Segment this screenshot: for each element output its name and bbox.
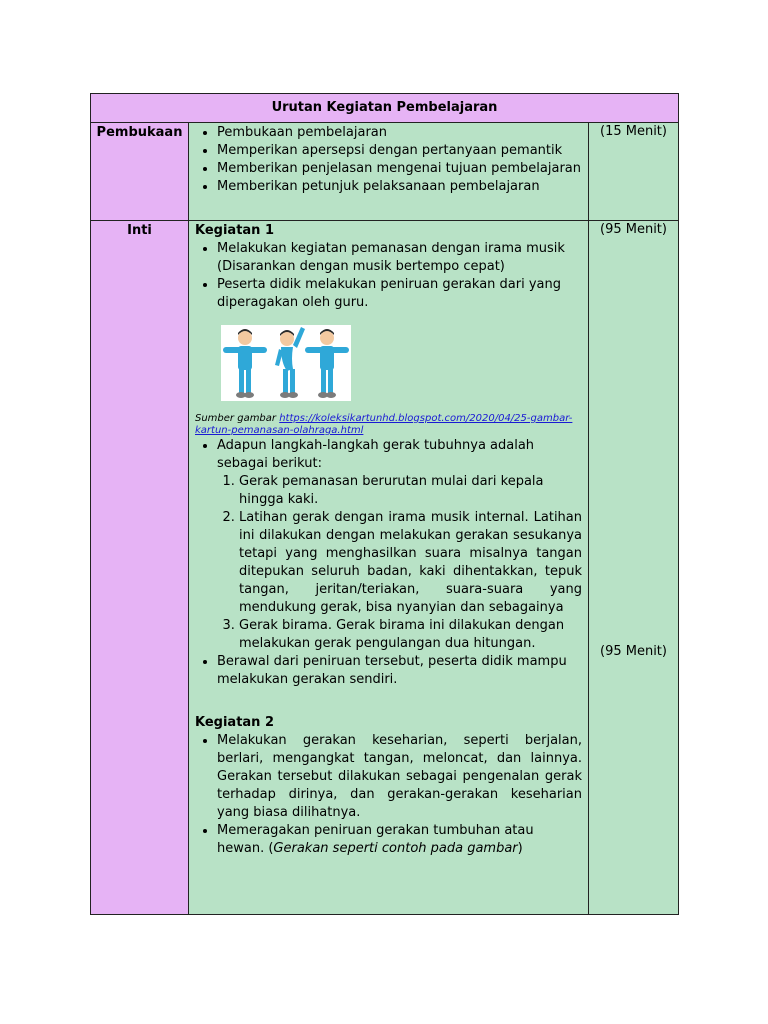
image-source [195,413,582,437]
activity-1-steps-list [195,437,582,689]
step-item: 2. Latihan gerak dengan irama musik internal. Latihan ini dilakukan dengan melakukan gerakan sesukanya tetapi yang menghasilkan suara misalnya tangan ditepukan seluruh badan, kaki dihentakkan, tepuk tangan, jeritan/teriakan, suara-suara yang mendukung gerak, bisa nyanyian dan sebagainya [239,509,582,617]
activity-1-list [195,240,582,312]
table-title: Urutan Kegiatan Pembelajaran [91,94,679,123]
list-item: • Melakukan kegiatan pemanasan dengan irama musik (Disarankan dengan musik bertempo cepat) [217,240,582,276]
activity-2-list [195,732,582,858]
source-label: Sumber gambar [195,413,277,424]
lesson-sequence-table [90,93,679,915]
source-link[interactable]: https://koleksikartunhd.blogspot.com/2020/04/25-gambar-kartun-pemanasan-olahraga.html [195,413,573,436]
list-item: • Memberikan penjelasan mengenai tujuan pembelajaran [217,160,582,178]
item-italic-text: Gerakan seperti contoh pada gambar [273,841,518,856]
table-row-opening [91,123,679,221]
list-item: • Memperikan apersepsi dengan pertanyaan pemantik [217,142,582,160]
time-core-1: (95 Menit) [600,222,667,237]
time-core [589,221,679,915]
opening-list [195,124,582,196]
list-item: • Peserta didik melakukan peniruan gerakan dari yang diperagakan oleh guru. [217,276,582,312]
step-item: 3. Gerak birama. Gerak birama ini dilakukan dengan melakukan gerak pengulangan dua hitungan. [239,617,582,653]
steps-list [217,473,582,653]
list-item: • Pembukaan pembelajaran [217,124,582,142]
phase-label-opening: Pembukaan [91,123,189,221]
list-item: • Berawal dari peniruan tersebut, peserta didik mampu melakukan gerakan sendiri. [217,653,582,689]
activity-2-heading: Kegiatan 2 [195,715,275,730]
cartoon-kid-icon [223,329,267,398]
cartoon-kid-icon [305,329,349,398]
steps-intro: Adapun langkah-langkah gerak tubuhnya adalah sebagai berikut: [217,438,535,471]
phase-label-core: Inti [91,221,189,915]
activity-1-heading: Kegiatan 1 [195,223,275,238]
time-core-2: (95 Menit) [600,644,667,659]
list-item: • Melakukan gerakan keseharian, seperti berjalan, berlari, mengangkat tangan, meloncat, dan lainnya. Gerakan tersebut dilakukan sebagai pengenalan gerak terhadap dirinya, dan gerakan-gerakan keseharian yang biasa dilihatnya. [217,732,582,822]
spacer [195,689,582,714]
time-opening: (15 Menit) [589,123,679,221]
list-item [217,822,582,858]
table-row-core [91,221,679,915]
list-item [217,437,582,653]
opening-content [189,123,589,221]
step-item: 1. Gerak pemanasan berurutan mulai dari kepala hingga kaki. [239,473,582,509]
list-item: • Memberikan petunjuk pelaksanaan pembelajaran [217,178,582,196]
core-content [189,221,589,915]
item-text: Memeragakan peniruan gerakan tumbuhan atau hewan. ( [217,823,534,856]
exercise-illustration [221,325,351,401]
cartoon-kid-icon [275,327,305,398]
item-text-end: ) [517,841,523,856]
